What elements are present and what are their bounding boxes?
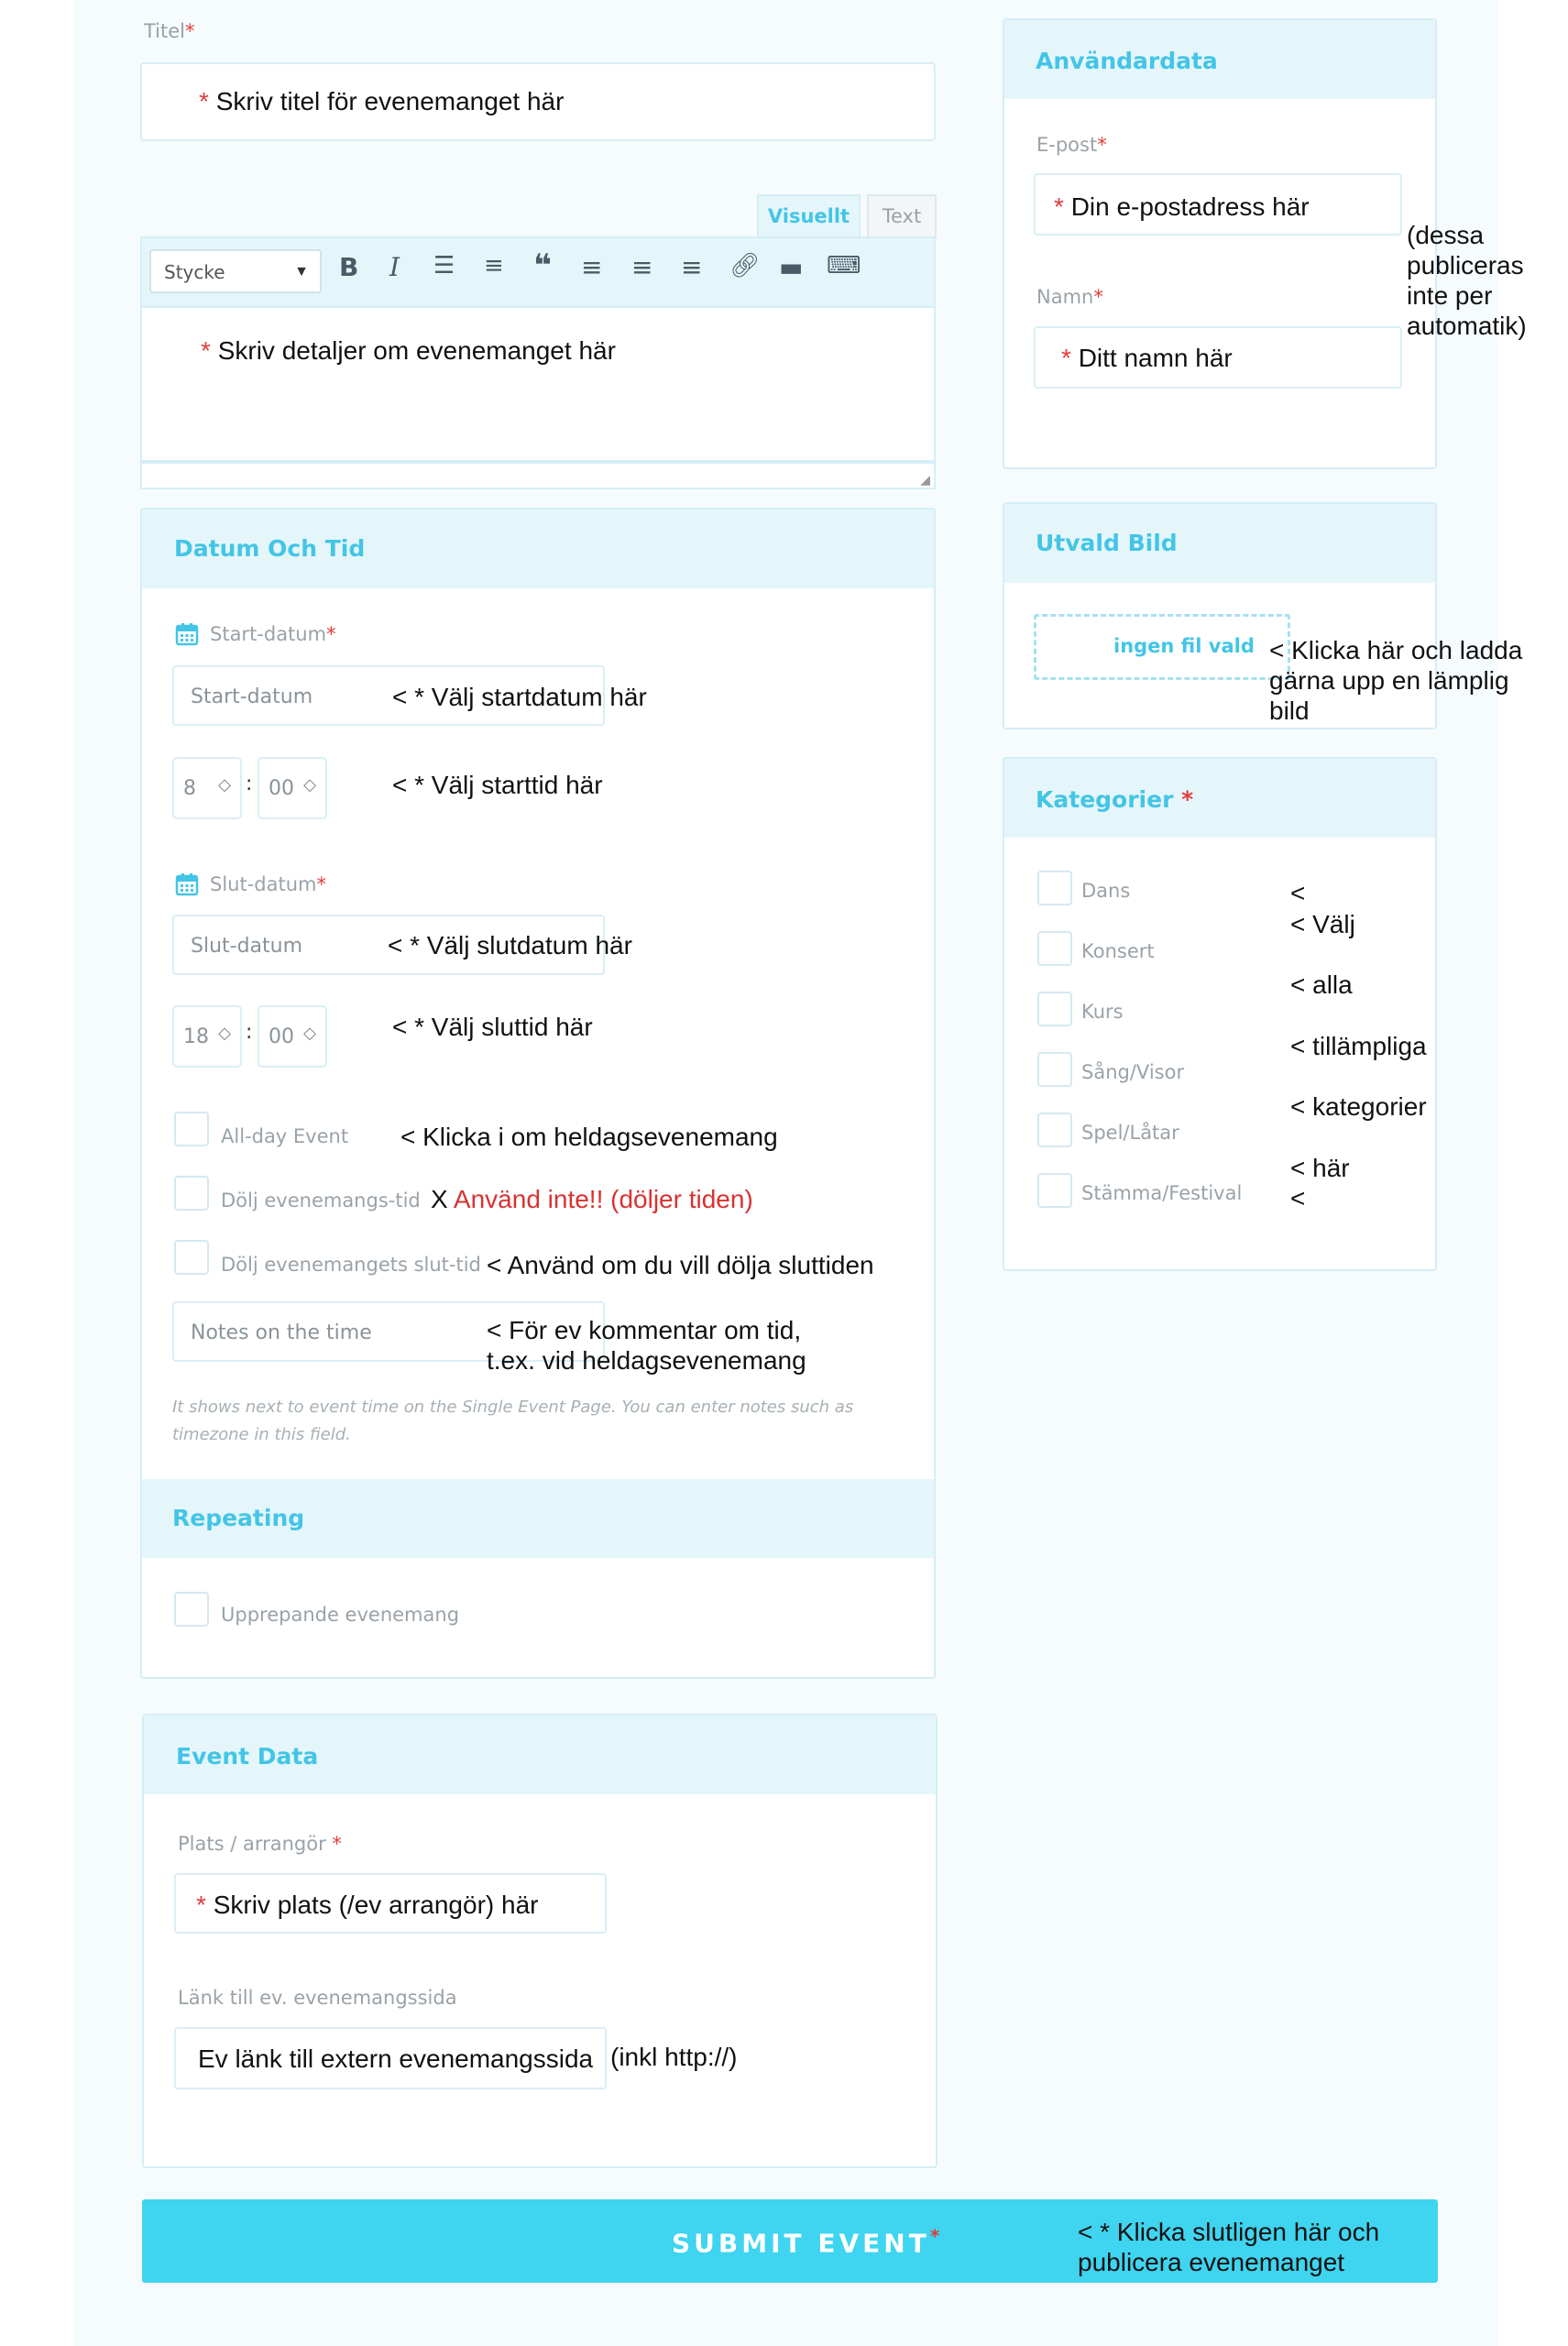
place-input[interactable] bbox=[174, 1873, 607, 1934]
repeating-title: Repeating bbox=[172, 1505, 305, 1531]
category-label: Spel/Låtar bbox=[1081, 1122, 1179, 1144]
end-date-note: < * Välj slutdatum här bbox=[388, 931, 632, 959]
allday-checkbox[interactable] bbox=[174, 1112, 209, 1146]
featured-image-upload[interactable] bbox=[1034, 614, 1290, 680]
italic-icon[interactable]: I bbox=[389, 252, 400, 282]
link-input-hint: Ev länk till extern evenemangssida bbox=[198, 2045, 594, 2073]
align-center-icon[interactable]: ≡ bbox=[631, 252, 653, 282]
categories-header bbox=[1004, 759, 1435, 838]
place-input-hint: * Skriv plats (/ev arrangör) här bbox=[196, 1891, 539, 1919]
end-minute-select[interactable]: 00 ◇ bbox=[258, 1005, 327, 1068]
place-label: Plats / arrangör * bbox=[178, 1833, 342, 1855]
start-hour-select[interactable]: 8 ◇ bbox=[172, 757, 242, 819]
datetime-title: Datum Och Tid bbox=[174, 535, 366, 562]
numbered-list-icon[interactable]: ≡ bbox=[484, 252, 504, 280]
time-separator: : bbox=[246, 1021, 253, 1044]
categories-note: < < Välj < alla < tillämpliga < kategorier < här < bbox=[1290, 879, 1427, 1212]
email-input[interactable] bbox=[1034, 173, 1402, 236]
link-label: Länk till ev. evenemangssida bbox=[178, 1987, 457, 2009]
link-input[interactable] bbox=[174, 2027, 607, 2089]
editor-body-hint: * Skriv detaljer om evenemanget här bbox=[201, 336, 616, 365]
allday-note: < Klicka i om heldagsevenemang bbox=[400, 1123, 778, 1151]
tab-text[interactable]: Text bbox=[867, 194, 937, 238]
updown-icon: ◇ bbox=[218, 1024, 231, 1043]
category-label: Sång/Visor bbox=[1081, 1061, 1185, 1083]
submit-note: < * Klicka slutligen här och publicera evenemanget bbox=[1078, 2218, 1380, 2276]
toolbar-toggle-icon[interactable]: ⌨ bbox=[827, 252, 861, 280]
category-label: Dans bbox=[1081, 880, 1131, 902]
featured-image-title: Utvald Bild bbox=[1036, 530, 1178, 556]
end-time-note: < * Välj sluttid här bbox=[392, 1013, 593, 1041]
user-data-note: (dessa publiceras inte per automatik) bbox=[1407, 221, 1527, 340]
start-minute-select[interactable]: 00 ◇ bbox=[258, 757, 327, 819]
category-checkbox[interactable] bbox=[1037, 1173, 1072, 1208]
end-date-input[interactable]: Slut-datum bbox=[172, 915, 605, 975]
category-checkbox[interactable] bbox=[1037, 1052, 1072, 1087]
read-more-icon[interactable]: ▬ bbox=[779, 252, 804, 282]
end-hour-select[interactable]: 18 ◇ bbox=[172, 1005, 242, 1068]
user-data-panel bbox=[1003, 18, 1437, 469]
hide-end-time-checkbox[interactable] bbox=[174, 1240, 209, 1275]
name-label: Namn* bbox=[1036, 286, 1103, 308]
editor-statusbar bbox=[140, 462, 936, 489]
featured-image-note: < Klicka här och ladda gärna upp en lämplig bild bbox=[1269, 636, 1523, 725]
tab-visual[interactable]: Visuellt bbox=[757, 194, 861, 238]
hide-time-note: X Använd inte!! (döljer tiden) bbox=[431, 1185, 753, 1213]
event-data-title: Event Data bbox=[176, 1743, 319, 1770]
event-data-panel bbox=[142, 1714, 938, 2168]
category-label: Konsert bbox=[1081, 940, 1155, 962]
updown-icon: ◇ bbox=[218, 775, 231, 795]
email-label: E-post* bbox=[1036, 134, 1107, 156]
title-input-hint: * Skriv titel för evenemanget här bbox=[199, 87, 565, 115]
link-note: (inkl http://) bbox=[610, 2043, 738, 2071]
start-time-note: < * Välj starttid här bbox=[392, 771, 603, 799]
submit-label: SUBMIT EVENT* bbox=[672, 2225, 944, 2259]
hide-time-checkbox[interactable] bbox=[174, 1176, 209, 1211]
title-input[interactable] bbox=[140, 62, 936, 141]
submit-event-button[interactable] bbox=[142, 2199, 1438, 2283]
calendar-icon bbox=[175, 622, 199, 646]
editor-body[interactable] bbox=[140, 308, 936, 462]
repeating-header bbox=[142, 1479, 934, 1558]
categories-title: Kategorier * bbox=[1036, 786, 1194, 813]
category-label: Stämma/Festival bbox=[1081, 1182, 1243, 1204]
title-label: Titel* bbox=[144, 20, 195, 42]
start-date-label: Start-datum* bbox=[210, 623, 336, 645]
name-input[interactable] bbox=[1034, 326, 1402, 389]
end-date-label: Slut-datum* bbox=[210, 873, 326, 895]
start-date-input[interactable]: Start-datum bbox=[172, 665, 605, 726]
time-notes-help: It shows next to event time on the Single Event Page. You can enter notes such as timezone in this field. bbox=[172, 1398, 854, 1444]
repeating-label: Upprepande evenemang bbox=[221, 1604, 460, 1626]
hide-time-label: Dölj evenemangs-tid bbox=[221, 1189, 421, 1211]
user-data-title: Användardata bbox=[1036, 48, 1218, 74]
align-right-icon[interactable]: ≡ bbox=[681, 252, 703, 282]
allday-label: All-day Event bbox=[221, 1125, 349, 1147]
datetime-panel-header bbox=[142, 510, 934, 588]
start-date-note: < * Välj startdatum här bbox=[392, 683, 647, 711]
category-checkbox[interactable] bbox=[1037, 931, 1072, 966]
category-checkbox[interactable] bbox=[1037, 1113, 1072, 1147]
chevron-down-icon: ▼ bbox=[294, 264, 309, 280]
hide-end-time-label: Dölj evenemangets slut-tid bbox=[221, 1254, 481, 1276]
category-label: Kurs bbox=[1081, 1001, 1124, 1023]
user-data-header bbox=[1004, 20, 1435, 99]
bullet-list-icon[interactable]: ☰ bbox=[433, 252, 455, 280]
time-separator: : bbox=[246, 773, 253, 795]
updown-icon: ◇ bbox=[303, 1024, 316, 1043]
email-input-hint: * Din e-postadress här bbox=[1054, 192, 1310, 221]
bold-icon[interactable]: B bbox=[339, 252, 359, 282]
featured-image-header bbox=[1004, 504, 1435, 583]
category-checkbox[interactable] bbox=[1037, 871, 1072, 905]
repeating-checkbox[interactable] bbox=[174, 1592, 209, 1627]
time-notes-note: < För ev kommentar om tid, t.ex. vid heldagsevenemang bbox=[487, 1316, 806, 1375]
category-checkbox[interactable] bbox=[1037, 992, 1072, 1026]
link-icon[interactable]: 🔗︎ bbox=[729, 252, 761, 280]
name-input-hint: * Ditt namn här bbox=[1061, 344, 1233, 372]
hide-end-time-note: < Använd om du vill dölja sluttiden bbox=[487, 1251, 874, 1279]
no-file-label: ingen fil vald bbox=[1113, 635, 1255, 657]
updown-icon: ◇ bbox=[303, 775, 316, 795]
resize-handle-icon[interactable]: ◢ bbox=[920, 472, 930, 487]
time-notes-input[interactable]: Notes on the time bbox=[172, 1301, 605, 1362]
align-left-icon[interactable]: ≡ bbox=[581, 252, 603, 282]
event-data-header bbox=[144, 1716, 936, 1794]
format-select[interactable]: Stycke ▼ bbox=[149, 249, 322, 293]
blockquote-icon[interactable]: ❝ bbox=[533, 247, 552, 284]
calendar-icon bbox=[175, 872, 199, 896]
